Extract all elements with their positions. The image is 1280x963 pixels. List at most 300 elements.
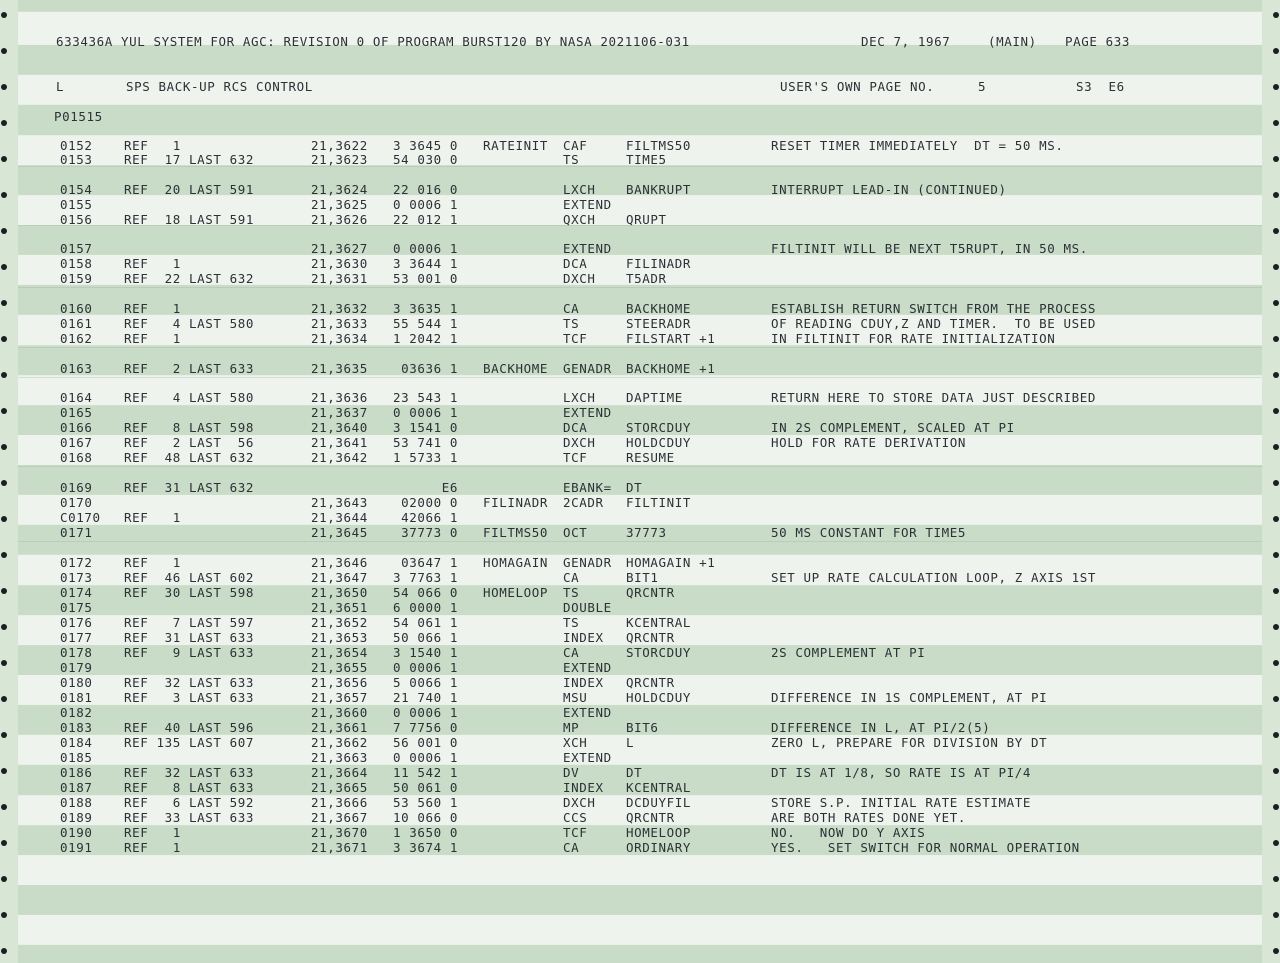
feed-hole <box>1273 444 1279 450</box>
operand-field: QRCNTR <box>626 630 675 645</box>
address-field: 21,3631 <box>311 271 368 286</box>
opcode-field: GENADR <box>563 361 612 376</box>
line-number: 0160 <box>60 301 93 316</box>
line-number: 0154 <box>60 182 93 197</box>
operand-field: BANKRUPT <box>626 182 692 197</box>
feed-hole <box>1 228 7 234</box>
operand-field: 37773 <box>626 525 667 540</box>
line-number: 0185 <box>60 750 93 765</box>
object-word: 6 0000 1 <box>393 600 459 615</box>
comment-field: ZERO L, PREPARE FOR DIVISION BY DT <box>771 735 1048 750</box>
address-field: 21,3645 <box>311 525 368 540</box>
print-rule <box>18 466 1262 467</box>
address-field: 21,3630 <box>311 256 368 271</box>
operand-field: QRCNTR <box>626 810 675 825</box>
feed-hole <box>1 948 7 954</box>
object-word: 3 7763 1 <box>393 570 459 585</box>
line-number: 0166 <box>60 420 93 435</box>
object-word: 3 3635 1 <box>393 301 459 316</box>
opcode-field: DXCH <box>563 271 596 286</box>
address-field: 21,3666 <box>311 795 368 810</box>
line-number: 0177 <box>60 630 93 645</box>
line-number: 0168 <box>60 450 93 465</box>
line-number: 0172 <box>60 555 93 570</box>
ref-field: REF 32 LAST 633 <box>124 765 255 780</box>
operand-field: STEERADR <box>626 316 692 331</box>
address-field: 21,3632 <box>311 301 368 316</box>
feed-hole <box>1 552 7 558</box>
address-field: 21,3636 <box>311 390 368 405</box>
object-word: 54 066 0 <box>393 585 459 600</box>
feed-hole <box>1 840 7 846</box>
print-rule <box>18 541 1262 542</box>
ref-field: REF 8 LAST 598 <box>124 420 255 435</box>
operand-field: BIT6 <box>626 720 659 735</box>
header-page: PAGE 633 <box>1065 34 1131 49</box>
address-field: 21,3654 <box>311 645 368 660</box>
object-word: 7 7756 0 <box>393 720 459 735</box>
line-number: 0170 <box>60 495 93 510</box>
address-field: 21,3642 <box>311 450 368 465</box>
feed-hole <box>1273 48 1279 54</box>
opcode-field: TCF <box>563 825 588 840</box>
address-field: 21,3671 <box>311 840 368 855</box>
print-rule <box>18 287 1262 288</box>
address-field: 21,3670 <box>311 825 368 840</box>
feed-hole <box>1 696 7 702</box>
address-field: 21,3641 <box>311 435 368 450</box>
operand-field: HOMAGAIN +1 <box>626 555 716 570</box>
address-field: 21,3646 <box>311 555 368 570</box>
ref-field: REF 33 LAST 633 <box>124 810 255 825</box>
comment-field: RESET TIMER IMMEDIATELY DT = 50 MS. <box>771 138 1064 153</box>
line-number: 0164 <box>60 390 93 405</box>
opcode-field: LXCH <box>563 182 596 197</box>
address-field: 21,3661 <box>311 720 368 735</box>
line-number: 0167 <box>60 435 93 450</box>
address-field: 21,3665 <box>311 780 368 795</box>
ref-field: REF 22 LAST 632 <box>124 271 255 286</box>
operand-field: FILSTART +1 <box>626 331 716 346</box>
line-number: 0184 <box>60 735 93 750</box>
feed-hole <box>1273 372 1279 378</box>
operand-field: L <box>626 735 635 750</box>
users-page-label: USER'S OWN PAGE NO. <box>780 79 935 94</box>
feed-hole <box>1 516 7 522</box>
address-field: 21,3633 <box>311 316 368 331</box>
opcode-field: TS <box>563 615 580 630</box>
opcode-field: EXTEND <box>563 197 612 212</box>
object-word: 10 066 0 <box>393 810 459 825</box>
line-number: 0173 <box>60 570 93 585</box>
opcode-field: DCA <box>563 256 588 271</box>
opcode-field: EBANK= <box>563 480 612 495</box>
object-word: 1 3650 0 <box>393 825 459 840</box>
label-field: HOMAGAIN <box>483 555 549 570</box>
ref-field: REF 1 <box>124 301 181 316</box>
object-word: 56 001 0 <box>393 735 459 750</box>
address-field: 21,3657 <box>311 690 368 705</box>
opcode-field: CA <box>563 301 580 316</box>
operand-field: HOLDCDUY <box>626 690 692 705</box>
opcode-field: GENADR <box>563 555 612 570</box>
comment-field: HOLD FOR RATE DERIVATION <box>771 435 967 450</box>
object-word: 42066 1 <box>393 510 459 525</box>
address-field: 21,3643 <box>311 495 368 510</box>
object-word: 55 544 1 <box>393 316 459 331</box>
ref-field: REF 7 LAST 597 <box>124 615 255 630</box>
address-field: 21,3652 <box>311 615 368 630</box>
ref-field: REF 46 LAST 602 <box>124 570 255 585</box>
opcode-field: DV <box>563 765 580 780</box>
address-field: 21,3624 <box>311 182 368 197</box>
feed-hole <box>1273 768 1279 774</box>
opcode-field: EXTEND <box>563 405 612 420</box>
print-rule <box>18 166 1262 167</box>
comment-field: SET UP RATE CALCULATION LOOP, Z AXIS 1ST <box>771 570 1097 585</box>
object-word: 03647 1 <box>393 555 459 570</box>
comment-field: OF READING CDUY,Z AND TIMER. TO BE USED <box>771 316 1097 331</box>
address-field: 21,3655 <box>311 660 368 675</box>
opcode-field: TCF <box>563 331 588 346</box>
line-number: 0182 <box>60 705 93 720</box>
comment-field: 2S COMPLEMENT AT PI <box>771 645 926 660</box>
object-word: 50 066 1 <box>393 630 459 645</box>
ref-field: REF 31 LAST 633 <box>124 630 255 645</box>
ref-field: REF 1 <box>124 510 181 525</box>
ref-field: REF 1 <box>124 555 181 570</box>
left-tractor-feed <box>0 0 10 963</box>
feed-hole <box>1273 408 1279 414</box>
line-number: 0159 <box>60 271 93 286</box>
feed-hole <box>1273 300 1279 306</box>
opcode-field: DOUBLE <box>563 600 612 615</box>
label-field: FILINADR <box>483 495 549 510</box>
opcode-field: EXTEND <box>563 660 612 675</box>
feed-hole <box>1 444 7 450</box>
object-word: 0 0006 1 <box>393 241 459 256</box>
operand-field: FILTMS50 <box>626 138 692 153</box>
ref-field: REF 6 LAST 592 <box>124 795 255 810</box>
line-number: 0152 <box>60 138 93 153</box>
feed-hole <box>1273 804 1279 810</box>
address-field: 21,3651 <box>311 600 368 615</box>
opcode-field: INDEX <box>563 780 604 795</box>
operand-field: HOMELOOP <box>626 825 692 840</box>
operand-field: STORCDUY <box>626 420 692 435</box>
object-word: 37773 0 <box>393 525 459 540</box>
sheet-code: S3 E6 <box>1076 79 1125 94</box>
address-field: 21,3653 <box>311 630 368 645</box>
feed-hole <box>1273 192 1279 198</box>
operand-field: KCENTRAL <box>626 780 692 795</box>
line-number: 0156 <box>60 212 93 227</box>
opcode-field: EXTEND <box>563 750 612 765</box>
feed-hole <box>1 804 7 810</box>
address-field: 21,3635 <box>311 361 368 376</box>
feed-hole <box>1273 840 1279 846</box>
feed-hole <box>1 156 7 162</box>
address-field: 21,3634 <box>311 331 368 346</box>
feed-hole <box>1273 948 1279 954</box>
feed-hole <box>1273 12 1279 18</box>
comment-field: DIFFERENCE IN L, AT PI/2(5) <box>771 720 991 735</box>
address-field: 21,3640 <box>311 420 368 435</box>
ref-field: REF 1 <box>124 840 181 855</box>
object-word: 0 0006 1 <box>393 405 459 420</box>
log-letter: L <box>56 79 65 94</box>
users-page-number: 5 <box>978 79 987 94</box>
operand-field: BIT1 <box>626 570 659 585</box>
line-number: 0165 <box>60 405 93 420</box>
line-number: 0187 <box>60 780 93 795</box>
opcode-field: CA <box>563 570 580 585</box>
opcode-field: CA <box>563 645 580 660</box>
opcode-field: CCS <box>563 810 588 825</box>
page-id: P01515 <box>54 109 103 124</box>
object-word: 0 0006 1 <box>393 197 459 212</box>
feed-hole <box>1273 264 1279 270</box>
opcode-field: INDEX <box>563 675 604 690</box>
operand-field: RESUME <box>626 450 675 465</box>
operand-field: DCDUYFIL <box>626 795 692 810</box>
line-number: 0155 <box>60 197 93 212</box>
opcode-field: DCA <box>563 420 588 435</box>
operand-field: FILTINIT <box>626 495 692 510</box>
operand-field: DAPTIME <box>626 390 683 405</box>
feed-hole <box>1273 588 1279 594</box>
object-word: 22 012 1 <box>393 212 459 227</box>
ref-field: REF 3 LAST 633 <box>124 690 255 705</box>
feed-hole <box>1 264 7 270</box>
opcode-field: TS <box>563 585 580 600</box>
ref-field: REF 9 LAST 633 <box>124 645 255 660</box>
line-number: 0157 <box>60 241 93 256</box>
comment-field: INTERRUPT LEAD-IN (CONTINUED) <box>771 182 1007 197</box>
line-number: 0158 <box>60 256 93 271</box>
label-field: BACKHOME <box>483 361 549 376</box>
operand-field: HOLDCDUY <box>626 435 692 450</box>
object-word: E6 <box>393 480 459 495</box>
line-number: 0176 <box>60 615 93 630</box>
operand-field: DT <box>626 480 643 495</box>
opcode-field: EXTEND <box>563 705 612 720</box>
ref-field: REF 4 LAST 580 <box>124 390 255 405</box>
feed-hole <box>1 768 7 774</box>
operand-field: TIME5 <box>626 152 667 167</box>
ref-field: REF 8 LAST 633 <box>124 780 255 795</box>
header-title: 633436A YUL SYSTEM FOR AGC: REVISION 0 OF PROGRAM BURST120 BY NASA 2021106-031 <box>56 34 690 49</box>
line-number: 0189 <box>60 810 93 825</box>
opcode-field: OCT <box>563 525 588 540</box>
feed-hole <box>1273 660 1279 666</box>
operand-field: STORCDUY <box>626 645 692 660</box>
object-word: 23 543 1 <box>393 390 459 405</box>
line-number: 0163 <box>60 361 93 376</box>
address-field: 21,3656 <box>311 675 368 690</box>
feed-hole <box>1 12 7 18</box>
section-title: SPS BACK-UP RCS CONTROL <box>126 79 313 94</box>
line-number: C0170 <box>60 510 101 525</box>
feed-hole <box>1 336 7 342</box>
line-number: 0191 <box>60 840 93 855</box>
feed-hole <box>1 48 7 54</box>
opcode-field: XCH <box>563 735 588 750</box>
object-word: 22 016 0 <box>393 182 459 197</box>
object-word: 1 2042 1 <box>393 331 459 346</box>
feed-hole <box>1 876 7 882</box>
line-number: 0169 <box>60 480 93 495</box>
line-number: 0171 <box>60 525 93 540</box>
feed-hole <box>1273 732 1279 738</box>
ref-field: REF 1 <box>124 138 181 153</box>
operand-field: KCENTRAL <box>626 615 692 630</box>
object-word: 3 3674 1 <box>393 840 459 855</box>
address-field: 21,3662 <box>311 735 368 750</box>
line-number: 0180 <box>60 675 93 690</box>
feed-hole <box>1273 624 1279 630</box>
opcode-field: DXCH <box>563 435 596 450</box>
address-field: 21,3663 <box>311 750 368 765</box>
header-section: (MAIN) <box>988 34 1037 49</box>
ref-field: REF 4 LAST 580 <box>124 316 255 331</box>
opcode-field: INDEX <box>563 630 604 645</box>
object-word: 54 030 0 <box>393 152 459 167</box>
opcode-field: EXTEND <box>563 241 612 256</box>
line-number: 0188 <box>60 795 93 810</box>
object-word: 3 3645 0 <box>393 138 459 153</box>
comment-field: NO. NOW DO Y AXIS <box>771 825 926 840</box>
comment-field: DT IS AT 1/8, SO RATE IS AT PI/4 <box>771 765 1032 780</box>
operand-field: QRCNTR <box>626 675 675 690</box>
operand-field: QRUPT <box>626 212 667 227</box>
right-tractor-feed <box>1270 0 1280 963</box>
address-field: 21,3622 <box>311 138 368 153</box>
ref-field: REF 135 LAST 607 <box>124 735 255 750</box>
label-field: FILTMS50 <box>483 525 549 540</box>
object-word: 1 5733 1 <box>393 450 459 465</box>
opcode-field: MP <box>563 720 580 735</box>
listing-sheet <box>18 0 1262 963</box>
line-number: 0178 <box>60 645 93 660</box>
ref-field: REF 2 LAST 633 <box>124 361 255 376</box>
opcode-field: 2CADR <box>563 495 604 510</box>
object-word: 21 740 1 <box>393 690 459 705</box>
header-date: DEC 7, 1967 <box>861 34 951 49</box>
feed-hole <box>1273 876 1279 882</box>
ref-field: REF 2 LAST 56 <box>124 435 255 450</box>
comment-field: ESTABLISH RETURN SWITCH FROM THE PROCESS <box>771 301 1097 316</box>
ref-field: REF 31 LAST 632 <box>124 480 255 495</box>
object-word: 3 1540 1 <box>393 645 459 660</box>
opcode-field: LXCH <box>563 390 596 405</box>
label-field: HOMELOOP <box>483 585 549 600</box>
object-word: 11 542 1 <box>393 765 459 780</box>
object-word: 0 0006 1 <box>393 660 459 675</box>
ref-field: REF 40 LAST 596 <box>124 720 255 735</box>
opcode-field: MSU <box>563 690 588 705</box>
ref-field: REF 18 LAST 591 <box>124 212 255 227</box>
print-rule <box>18 377 1262 378</box>
feed-hole <box>1273 336 1279 342</box>
address-field: 21,3667 <box>311 810 368 825</box>
object-word: 50 061 0 <box>393 780 459 795</box>
feed-hole <box>1273 912 1279 918</box>
feed-hole <box>1 408 7 414</box>
line-number: 0175 <box>60 600 93 615</box>
feed-hole <box>1 480 7 486</box>
comment-field: 50 MS CONSTANT FOR TIME5 <box>771 525 967 540</box>
feed-hole <box>1273 84 1279 90</box>
line-number: 0161 <box>60 316 93 331</box>
object-word: 0 0006 1 <box>393 705 459 720</box>
feed-hole <box>1273 120 1279 126</box>
feed-hole <box>1 372 7 378</box>
object-word: 3 3644 1 <box>393 256 459 271</box>
feed-hole <box>1 732 7 738</box>
feed-hole <box>1273 696 1279 702</box>
feed-hole <box>1 912 7 918</box>
ref-field: REF 20 LAST 591 <box>124 182 255 197</box>
object-word: 0 0006 1 <box>393 750 459 765</box>
line-number: 0181 <box>60 690 93 705</box>
address-field: 21,3627 <box>311 241 368 256</box>
address-field: 21,3637 <box>311 405 368 420</box>
opcode-field: CAF <box>563 138 588 153</box>
feed-hole <box>1 84 7 90</box>
address-field: 21,3660 <box>311 705 368 720</box>
object-word: 5 0066 1 <box>393 675 459 690</box>
feed-hole <box>1 624 7 630</box>
opcode-field: TS <box>563 152 580 167</box>
feed-hole <box>1 120 7 126</box>
ref-field: REF 30 LAST 598 <box>124 585 255 600</box>
feed-hole <box>1 660 7 666</box>
comment-field: IN FILTINIT FOR RATE INITIALIZATION <box>771 331 1056 346</box>
line-number: 0186 <box>60 765 93 780</box>
object-word: 54 061 1 <box>393 615 459 630</box>
object-word: 3 1541 0 <box>393 420 459 435</box>
address-field: 21,3647 <box>311 570 368 585</box>
address-field: 21,3664 <box>311 765 368 780</box>
operand-field: FILINADR <box>626 256 692 271</box>
feed-hole <box>1273 156 1279 162</box>
opcode-field: TCF <box>563 450 588 465</box>
ref-field: REF 48 LAST 632 <box>124 450 255 465</box>
feed-hole <box>1273 552 1279 558</box>
operand-field: ORDINARY <box>626 840 692 855</box>
ref-field: REF 1 <box>124 331 181 346</box>
comment-field: IN 2S COMPLEMENT, SCALED AT PI <box>771 420 1015 435</box>
object-word: 02000 0 <box>393 495 459 510</box>
opcode-field: CA <box>563 840 580 855</box>
label-field: RATEINIT <box>483 138 549 153</box>
comment-field: RETURN HERE TO STORE DATA JUST DESCRIBED <box>771 390 1097 405</box>
ref-field: REF 17 LAST 632 <box>124 152 255 167</box>
address-field: 21,3625 <box>311 197 368 212</box>
operand-field: QRCNTR <box>626 585 675 600</box>
object-word: 03636 1 <box>393 361 459 376</box>
ref-field: REF 1 <box>124 256 181 271</box>
object-word: 53 741 0 <box>393 435 459 450</box>
object-word: 53 560 1 <box>393 795 459 810</box>
operand-field: BACKHOME +1 <box>626 361 716 376</box>
feed-hole <box>1273 516 1279 522</box>
line-number: 0190 <box>60 825 93 840</box>
ref-field: REF 32 LAST 633 <box>124 675 255 690</box>
comment-field: FILTINIT WILL BE NEXT T5RUPT, IN 50 MS. <box>771 241 1088 256</box>
feed-hole <box>1 588 7 594</box>
